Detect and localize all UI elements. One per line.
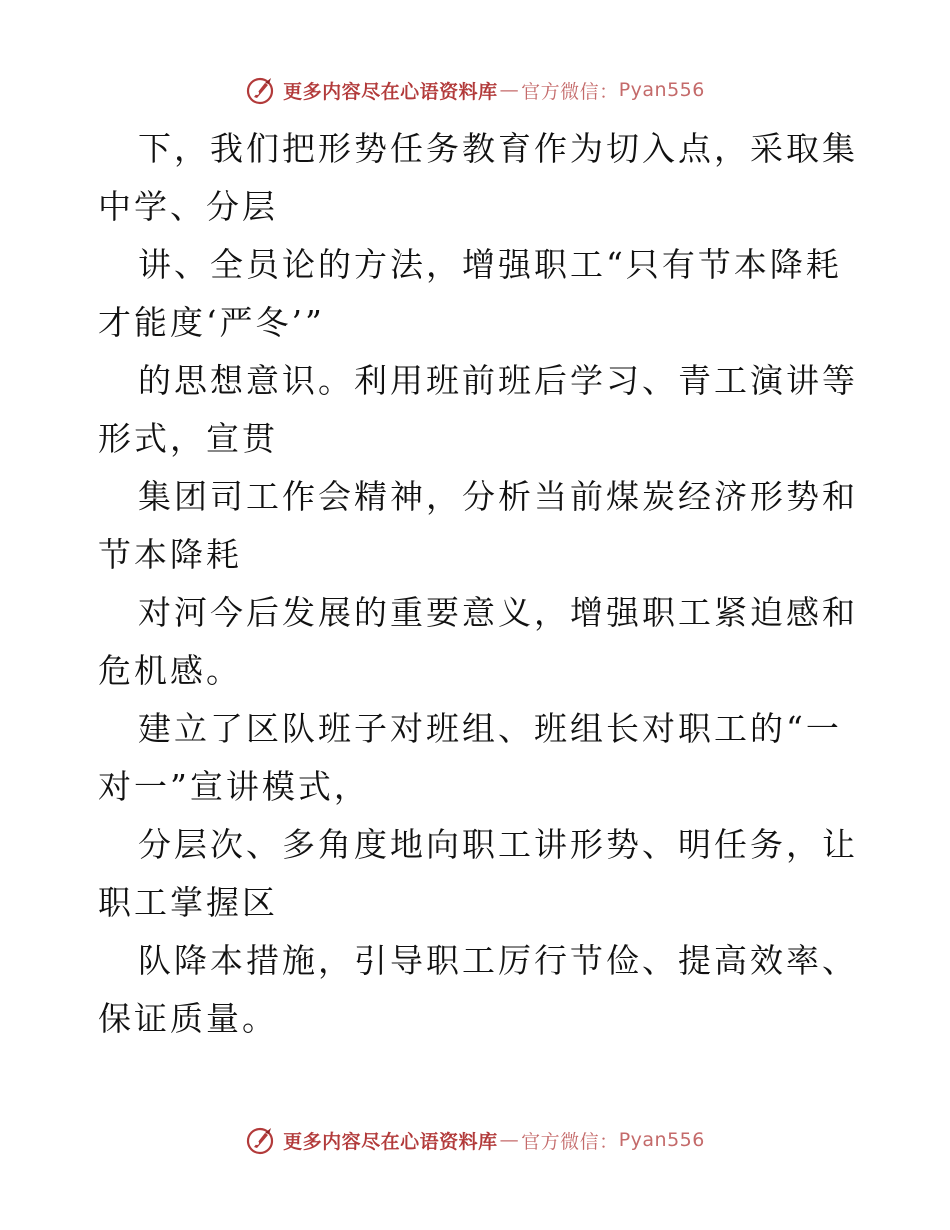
wechat-id: Pyan556 [618, 79, 705, 101]
wechat-label: 官方微信： [521, 1130, 619, 1153]
paragraph [98, 120, 858, 236]
paragraph-text: 队降本措施，引导职工厉行节俭、提高效率、保证质量。 [98, 941, 858, 1038]
paragraph-text: 分层次、多角度地向职工讲形势、明任务，让职工掌握区 [98, 825, 858, 922]
footer-banner-inner [245, 1125, 705, 1155]
wechat-id: Pyan556 [618, 1129, 705, 1151]
paragraph [98, 932, 858, 1048]
paragraph [98, 352, 858, 468]
header-banner [0, 70, 950, 110]
quill-logo-icon [245, 75, 275, 105]
paragraph-text: 集团司工作会精神，分析当前煤炭经济形势和节本降耗 [98, 477, 858, 574]
banner-dash: — [499, 1129, 520, 1151]
paragraph [98, 700, 858, 816]
paragraph-text: 讲、全员论的方法，增强职工“只有节本降耗才能度‘严冬’” [98, 245, 842, 342]
banner-dash: — [499, 79, 520, 101]
paragraph [98, 468, 858, 584]
brand-text: 更多内容尽在心语资料库 [283, 80, 498, 103]
brand-text: 更多内容尽在心语资料库 [283, 1130, 498, 1153]
wechat-label: 官方微信： [521, 80, 619, 103]
paragraph-text: 下，我们把形势任务教育作为切入点，采取集中学、分层 [98, 129, 858, 226]
paragraph [98, 236, 858, 352]
paragraph-text: 的思想意识。利用班前班后学习、青工演讲等形式，宣贯 [98, 361, 858, 458]
paragraph [98, 584, 858, 700]
footer-banner [0, 1120, 950, 1160]
quill-logo-icon [245, 1125, 275, 1155]
paragraph-text: 建立了区队班子对班组、班组长对职工的“一对一”宣讲模式， [98, 709, 842, 806]
header-banner-inner [245, 75, 705, 105]
document-body [98, 120, 858, 1048]
paragraph [98, 816, 858, 932]
paragraph-text: 对河今后发展的重要意义，增强职工紧迫感和危机感。 [98, 593, 858, 690]
